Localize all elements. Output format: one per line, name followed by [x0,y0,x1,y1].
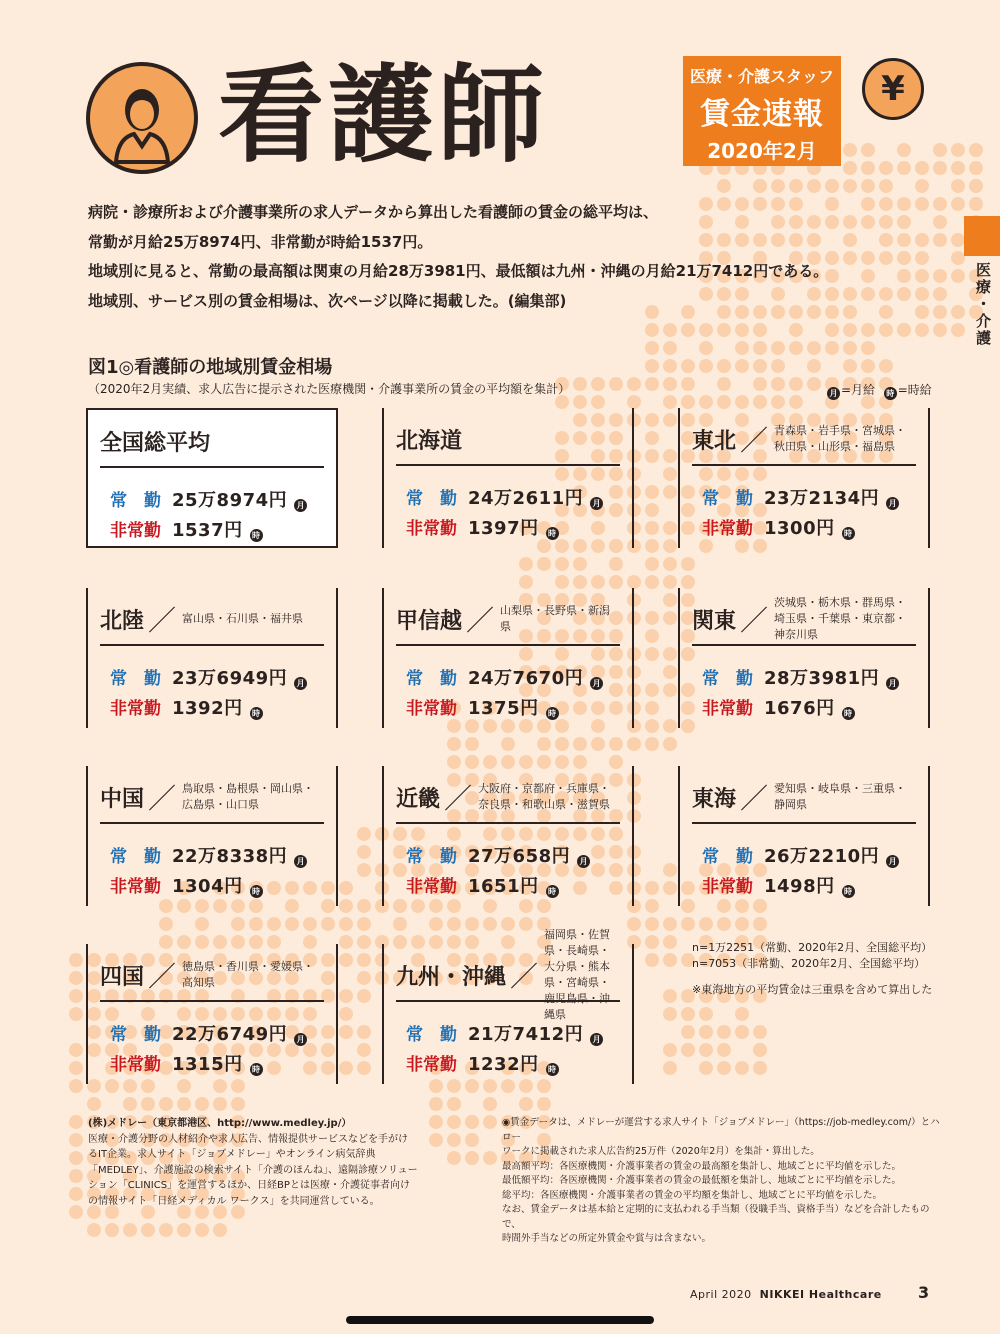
parttime-row [702,694,856,720]
badge-category: 医療・介護スタッフ [689,67,834,86]
fulltime-label: 常 勤 [702,669,753,689]
region-card-header [100,950,324,1002]
fulltime-label: 常 勤 [406,489,457,509]
region-card-header [692,772,916,824]
parttime-row [110,1050,264,1076]
hour-mark-icon: 時 [546,1063,559,1076]
region-card [382,588,634,728]
fulltime-label: 常 勤 [110,1025,161,1045]
method-line: 最高額平均：各医療機関・介護事業者の賃金の最高額を集計し、地域ごとに平均値を示した。 [502,1160,902,1172]
parttime-label: 非常勤 [406,877,457,897]
month-mark-icon: 月 [294,855,307,868]
parttime-wage: 1300円 [764,518,835,539]
region-prefectures: 大阪府・京都府・兵庫県・奈良県・和歌山県・滋賀県 [478,782,611,811]
month-mark-icon: 月 [886,497,899,510]
data-method-notes [502,1116,942,1247]
fulltime-row [702,664,900,690]
intro-line: 常勤が月給25万8974円、非常勤が時給1537円。 [88,232,433,251]
parttime-wage: 1392円 [172,698,243,719]
parttime-row [110,516,264,542]
figure-title: 図1◎看護師の地域別賃金相場 [88,357,333,378]
fulltime-wage: 28万3981円 [764,668,880,689]
region-name: 北海道 [396,428,463,454]
month-mark-icon: 月 [590,1033,603,1046]
fulltime-label: 常 勤 [702,489,753,509]
intro-line: 病院・診療所および介護事業所の求人データから算出した看護師の賃金の総平均は、 [88,203,659,221]
region-card-header [692,414,916,466]
method-line: なお、賃金データは基本給と定期的に支払われる手当類（役職手当、資格手当）などを合計したもので、 [502,1204,930,1230]
parttime-label: 非常勤 [110,1055,161,1075]
region-prefectures: 徳島県・香川県・愛媛県・高知県 [182,960,315,989]
company-line: ション「CLINICS」を運営するほか、日経BPとは医療・介護従事者向け [88,1180,410,1191]
slash-divider: ／ [148,782,177,815]
hour-mark-icon: 時 [250,707,263,720]
section-label: 医療・介護 [974,262,992,347]
region-prefectures: 福岡県・佐賀県・長崎県・大分県・熊本県・宮崎県・鹿児島県・沖縄県 [544,928,611,1021]
parttime-label: 非常勤 [110,699,161,719]
yen-icon: ¥ [862,58,924,120]
month-mark-icon: 月 [886,677,899,690]
parttime-row [406,872,560,898]
figure-subtitle: （2020年2月実績、求人広告に提示された医療機関・介護事業所の賃金の平均額を集計） [88,382,571,396]
fulltime-row [406,1020,604,1046]
parttime-row [702,872,856,898]
method-line: 総平均：各医療機関・介護事業者の賃金の平均額を集計し、地域ごとに平均値を示した。 [502,1189,883,1201]
region-prefectures: 富山県・石川県・福井県 [182,612,304,625]
page-number: 3 [918,1283,930,1302]
company-line: るIT企業。求人サイト「ジョブメドレー」やオンライン病気辞典 [88,1149,376,1160]
parttime-wage: 1304円 [172,876,243,897]
fulltime-row [406,842,591,868]
fulltime-row [702,484,900,510]
slash-divider: ／ [740,782,769,815]
fulltime-label: 常 勤 [110,847,161,867]
fulltime-wage: 21万7412円 [468,1024,584,1045]
region-name: 中国 [100,786,145,812]
parttime-label: 非常勤 [702,519,753,539]
note-n-fulltime: n=1万2251（常勤、2020年2月、全国総平均） [692,941,933,954]
month-mark-icon: 月 [294,677,307,690]
figure-legend [826,381,932,400]
parttime-label: 非常勤 [406,1055,457,1075]
hour-mark-icon: 時 [546,707,559,720]
region-name: 四国 [100,964,145,990]
company-info [88,1116,468,1209]
region-card [382,408,634,548]
region-card-header [396,414,620,466]
fulltime-wage: 26万2210円 [764,846,880,867]
parttime-label: 非常勤 [110,521,161,541]
region-card [382,928,634,1084]
parttime-row [110,694,264,720]
method-line: 最低額平均：各医療機関・介護事業者の賃金の最低額を集計し、地域ごとに平均値を示した。 [502,1175,902,1186]
region-card [678,588,930,728]
region-prefectures: 山梨県・長野県・新潟県 [500,604,611,633]
region-prefectures: 青森県・岩手県・宮城県・秋田県・山形県・福島県 [774,424,907,453]
parttime-wage: 1232円 [468,1054,539,1075]
region-card [86,766,338,906]
slash-divider: ／ [148,960,177,993]
region-card-header [396,594,620,646]
hour-mark-icon: 時 [250,1063,263,1076]
hour-mark-icon: 時 [884,387,897,400]
parttime-wage: 1676円 [764,698,835,719]
fulltime-label: 常 勤 [406,847,457,867]
region-card-header [100,772,324,824]
fulltime-row [110,664,308,690]
fulltime-wage: 22万8338円 [172,846,288,867]
slash-divider: ／ [510,960,539,993]
intro-line: 地域別、サービス別の賃金相場は、次ページ以降に掲載した。(編集部) [88,291,567,310]
parttime-label: 非常勤 [702,877,753,897]
note-tokai: ※東海地方の平均賃金は三重県を含めて算出した [692,983,933,996]
legend-month: =月給 [841,383,876,397]
company-line: 医療・介護分野の人材紹介や求人広告、情報提供サービスなどを手がけ [88,1133,408,1145]
parttime-row [406,1050,560,1076]
parttime-row [406,514,560,540]
month-mark-icon: 月 [294,1033,307,1046]
fulltime-row [702,842,900,868]
region-name: 東北 [692,428,737,454]
fulltime-label: 常 勤 [702,847,753,867]
fulltime-wage: 23万2134円 [764,488,880,509]
hour-mark-icon: 時 [250,529,263,542]
intro-line: 地域別に見ると、常勤の最高額は関東の月給28万3981円、最低額は九州・沖縄の月給21万7412円である。 [88,262,829,280]
region-card-header [100,416,324,468]
parttime-row [702,514,856,540]
parttime-label: 非常勤 [406,699,457,719]
region-name: 関東 [692,608,737,634]
company-line: (株)メドレー（東京都港区、http://www.medley.jp/） [88,1118,352,1129]
fulltime-row [110,486,308,512]
footer-issue [690,1288,882,1301]
month-mark-icon: 月 [886,855,899,868]
month-mark-icon: 月 [577,855,590,868]
region-card [86,588,338,728]
region-prefectures: 茨城県・栃木県・群馬県・埼玉県・千葉県・東京都・神奈川県 [774,596,907,641]
note-n-parttime: n=7053（非常勤、2020年2月、全国総平均） [692,957,926,970]
method-line: ワークに掲載された求人広告約25万件（2020年2月）を集計・算出した。 [502,1146,820,1157]
fulltime-wage: 23万6949円 [172,668,288,689]
fulltime-row [406,664,604,690]
region-card [678,766,930,906]
region-card [678,408,930,548]
badge-date: 2020年2月 [707,139,817,163]
fulltime-wage: 25万8974円 [172,490,288,511]
fulltime-wage: 24万7670円 [468,668,584,689]
fulltime-label: 常 勤 [406,1025,457,1045]
section-tab-marker [964,216,1000,256]
month-mark-icon: 月 [827,387,840,400]
company-line: 「MEDLEY」、介護施設の検索サイト「介護のほんね」、遠隔診療ソリュー [88,1164,418,1176]
slash-divider: ／ [740,604,769,637]
hour-mark-icon: 時 [546,885,559,898]
region-name: 東海 [692,786,737,812]
slash-divider: ／ [444,782,473,815]
fulltime-label: 常 勤 [406,669,457,689]
wage-report-badge [683,56,841,166]
region-card [86,408,338,548]
fulltime-row [110,842,308,868]
parttime-label: 非常勤 [406,519,457,539]
hour-mark-icon: 時 [842,707,855,720]
page-title: 看護師 [218,52,548,177]
region-prefectures: 愛知県・岐阜県・三重県・静岡県 [774,782,907,811]
nurse-avatar-icon [86,62,198,174]
slash-divider: ／ [148,604,177,637]
month-mark-icon: 月 [590,677,603,690]
legend-hour: =時給 [897,383,932,397]
hour-mark-icon: 時 [546,527,559,540]
parttime-wage: 1537円 [172,520,243,541]
region-name: 甲信越 [396,608,463,634]
fulltime-wage: 24万2611円 [468,488,584,509]
parttime-wage: 1397円 [468,518,539,539]
parttime-row [406,694,560,720]
parttime-label: 非常勤 [702,699,753,719]
parttime-label: 非常勤 [110,877,161,897]
month-mark-icon: 月 [294,499,307,512]
region-prefectures: 鳥取県・島根県・岡山県・広島県・山口県 [182,782,315,811]
badge-title: 賃金速報 [700,97,824,132]
fulltime-wage: 22万6749円 [172,1024,288,1045]
region-name: 近畿 [396,786,441,812]
issue-date: April 2020 [690,1288,752,1301]
region-card [86,944,338,1084]
region-name: 全国総平均 [100,430,211,456]
method-line: ◉賃金データは、メドレーが運営する求人サイト「ジョブメドレー」（https://job-medley.com/）とハロー [502,1117,940,1143]
fulltime-label: 常 勤 [110,491,161,511]
intro-text [88,198,928,316]
magazine-name: NIKKEI Healthcare [759,1288,882,1301]
region-card-header [396,928,620,1021]
company-line: の情報サイト「日経メディカル ワークス」を共同運営している。 [88,1195,380,1207]
hour-mark-icon: 時 [842,527,855,540]
hour-mark-icon: 時 [842,885,855,898]
fulltime-label: 常 勤 [110,669,161,689]
slash-divider: ／ [466,604,495,637]
parttime-row [110,872,264,898]
hour-mark-icon: 時 [250,885,263,898]
parttime-wage: 1651円 [468,876,539,897]
sample-notes [692,940,932,998]
home-indicator-bar[interactable] [346,1316,654,1324]
region-card-header [396,772,620,824]
slash-divider: ／ [740,424,769,457]
region-card-header [100,594,324,646]
region-card [382,766,634,906]
region-card-header [692,594,916,646]
fulltime-row [110,1020,308,1046]
region-name: 北陸 [100,608,145,634]
fulltime-wage: 27万658円 [468,846,571,867]
month-mark-icon: 月 [590,497,603,510]
parttime-wage: 1375円 [468,698,539,719]
fulltime-row [406,484,604,510]
parttime-wage: 1315円 [172,1054,243,1075]
region-name: 九州・沖縄 [396,964,507,990]
method-line: 時間外手当などの所定外賃金や賞与は含まない。 [502,1233,712,1244]
parttime-wage: 1498円 [764,876,835,897]
